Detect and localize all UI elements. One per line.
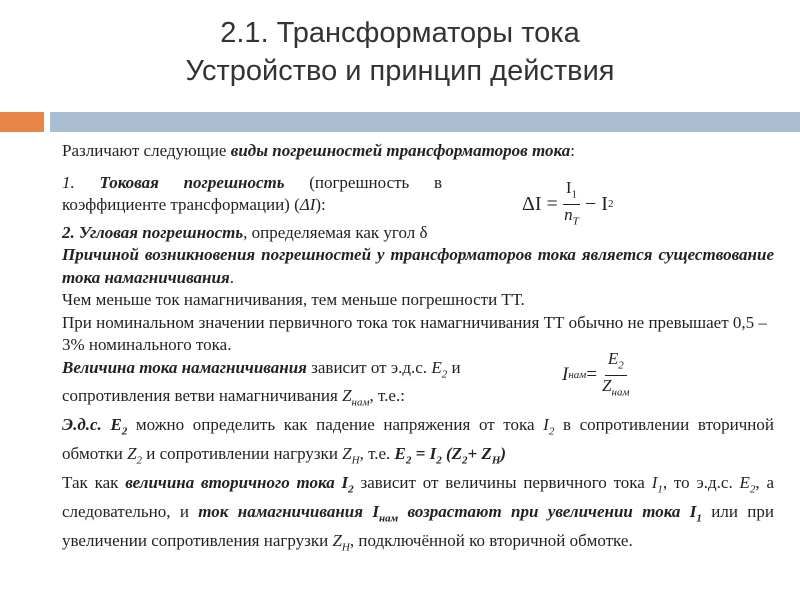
magnetizing-formula: I нам = $\frac{E_2}{Z_{нам}}$	[562, 349, 634, 403]
slide-title	[0, 14, 800, 90]
less-current-line: Чем меньше ток намагничивания, тем меньше погрешности ТТ.	[62, 290, 525, 309]
intro-paragraph: Различают следующие виды погрешностей трансформаторов тока:	[62, 141, 575, 160]
accent-bar-blue	[50, 112, 800, 132]
magnetizing-row	[62, 348, 774, 415]
angular-error-line: 2. Угловая погрешность, определяемая как угол δ	[62, 222, 428, 242]
emf-paragraph: Э.д.с. $E_2$ можно определить как падение напряжения от тока $I_2$ в сопротивлении вторичной обмотки $Z_2$ и сопротивлении нагрузки $Z_Н$, т.е. $E_2 = I_2$ $(Z_2+ Z_Н)$	[62, 415, 774, 467]
current-error-formula: ΔI = $\frac{I_1}{n_T}$ − I 2	[522, 178, 613, 232]
formula2-fraction: $\frac{E_2}{Z_{нам}}$	[602, 348, 630, 399]
current-error-text: 1. Токовая погрешность (погрешность в коэффициенте трансформации) (ΔI):	[62, 172, 443, 214]
title-line-2: Устройство и принцип действия	[185, 55, 615, 87]
current-error-row	[62, 172, 774, 228]
nominal-paragraph: При номинальном значении первичного тока ток намагничивания ТТ обычно не превышает 0,5 – 3% номинального тока.	[62, 312, 767, 354]
title-line-1: 2.1. Трансформаторы тока	[220, 17, 580, 49]
slide-body	[62, 140, 774, 559]
cause-paragraph: Причиной возникновения погрешностей у трансформаторов тока является существование тока намагничивания.	[62, 245, 774, 287]
conclusion-paragraph: Так как величина вторичного тока $I_2$ зависит от величины первичного тока $I_1$, то э.д.с. $E_2$, а следовательно, и ток намагничивания $I_{нам}$ возрастают при увеличении тока $I_1$ или при увеличении сопротивления нагрузки $Z_Н$, подключённой ко вторичной обмотке.	[62, 473, 775, 554]
accent-bar-orange	[0, 112, 44, 132]
magnetizing-text: Величина тока намагничивания зависит от э.д.с. $E_2$ и сопротивления ветви намагничивания $Z_{нам}$, т.е.:	[62, 357, 461, 409]
formula1-fraction: $\frac{I_1}{n_T}$	[564, 177, 579, 228]
